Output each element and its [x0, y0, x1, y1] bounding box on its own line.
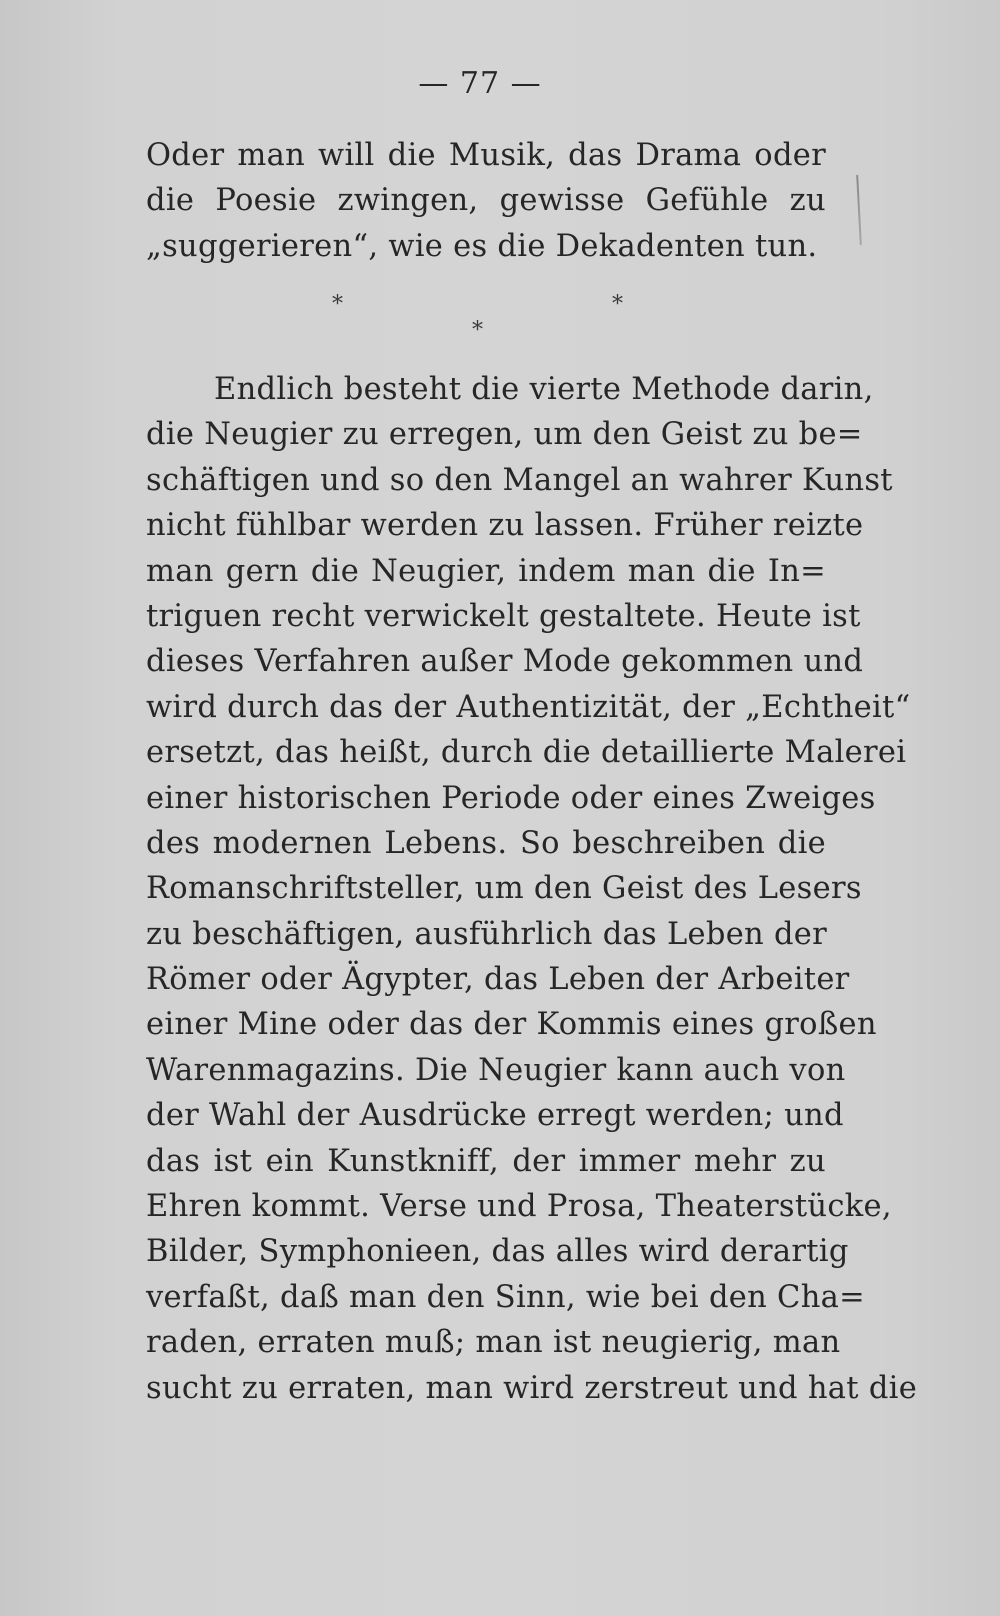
text-line: zu beschäftigen, ausführlich das Leben der [146, 916, 828, 952]
paragraph-2 [146, 367, 918, 1411]
text-line: das ist ein Kunstkniff, der immer mehr zu [146, 1143, 826, 1179]
asterisk: * [612, 292, 623, 317]
text-line: ersetzt, das heißt, durch die detaillierte Malerei [146, 735, 907, 771]
text-line: Bilder, Symphonieen, das alles wird derartig [146, 1234, 849, 1270]
text-line: des modernen Lebens. So beschreiben die [146, 825, 826, 861]
text-line: verfaßt, daß man den Sinn, wie bei den Cha= [146, 1279, 865, 1315]
text-line: „suggerieren“, wie es die Dekadenten tun. [146, 228, 818, 264]
paragraph-1 [146, 133, 826, 269]
text-line: schäftigen und so den Mangel an wahrer Kunst [146, 462, 893, 498]
margin-pencil-mark [856, 175, 862, 245]
text-line: Endlich besteht die vierte Methode darin, [214, 372, 874, 407]
text-line: triguen recht verwickelt gestaltete. Heute ist [146, 598, 861, 634]
asterisk: * [472, 318, 483, 343]
text-line: Oder man will die Musik, das Drama oder [146, 138, 826, 173]
text-line: Ehren kommt. Verse und Prosa, Theaterstücke, [146, 1189, 892, 1225]
text-line: sucht zu erraten, man wird zerstreut und hat die [146, 1370, 918, 1406]
text-line: die Neugier zu erregen, um den Geist zu be= [146, 417, 863, 453]
text-line: Romanschriftsteller, um den Geist des Lesers [146, 871, 862, 907]
text-line: raden, erraten muß; man ist neugierig, man [146, 1325, 841, 1361]
page-number: — 77 — [418, 66, 542, 101]
text-line: der Wahl der Ausdrücke erregt werden; und [146, 1098, 844, 1134]
text-line: einer Mine oder das der Kommis eines großen [146, 1007, 877, 1043]
text-line: nicht fühlbar werden zu lassen. Früher reizte [146, 508, 864, 544]
asterisk: * [332, 292, 343, 317]
text-line: die Poesie zwingen, gewisse Gefühle zu [146, 183, 826, 219]
text-line: Römer oder Ägypter, das Leben der Arbeiter [146, 962, 850, 998]
text-line: Warenmagazins. Die Neugier kann auch von [146, 1052, 846, 1088]
text-line: wird durch das der Authentizität, der „Echtheit“ [146, 689, 911, 725]
text-line: dieses Verfahren außer Mode gekommen und [146, 644, 864, 680]
text-line: man gern die Neugier, indem man die In= [146, 553, 826, 589]
text-line: einer historischen Periode oder eines Zweiges [146, 780, 876, 816]
